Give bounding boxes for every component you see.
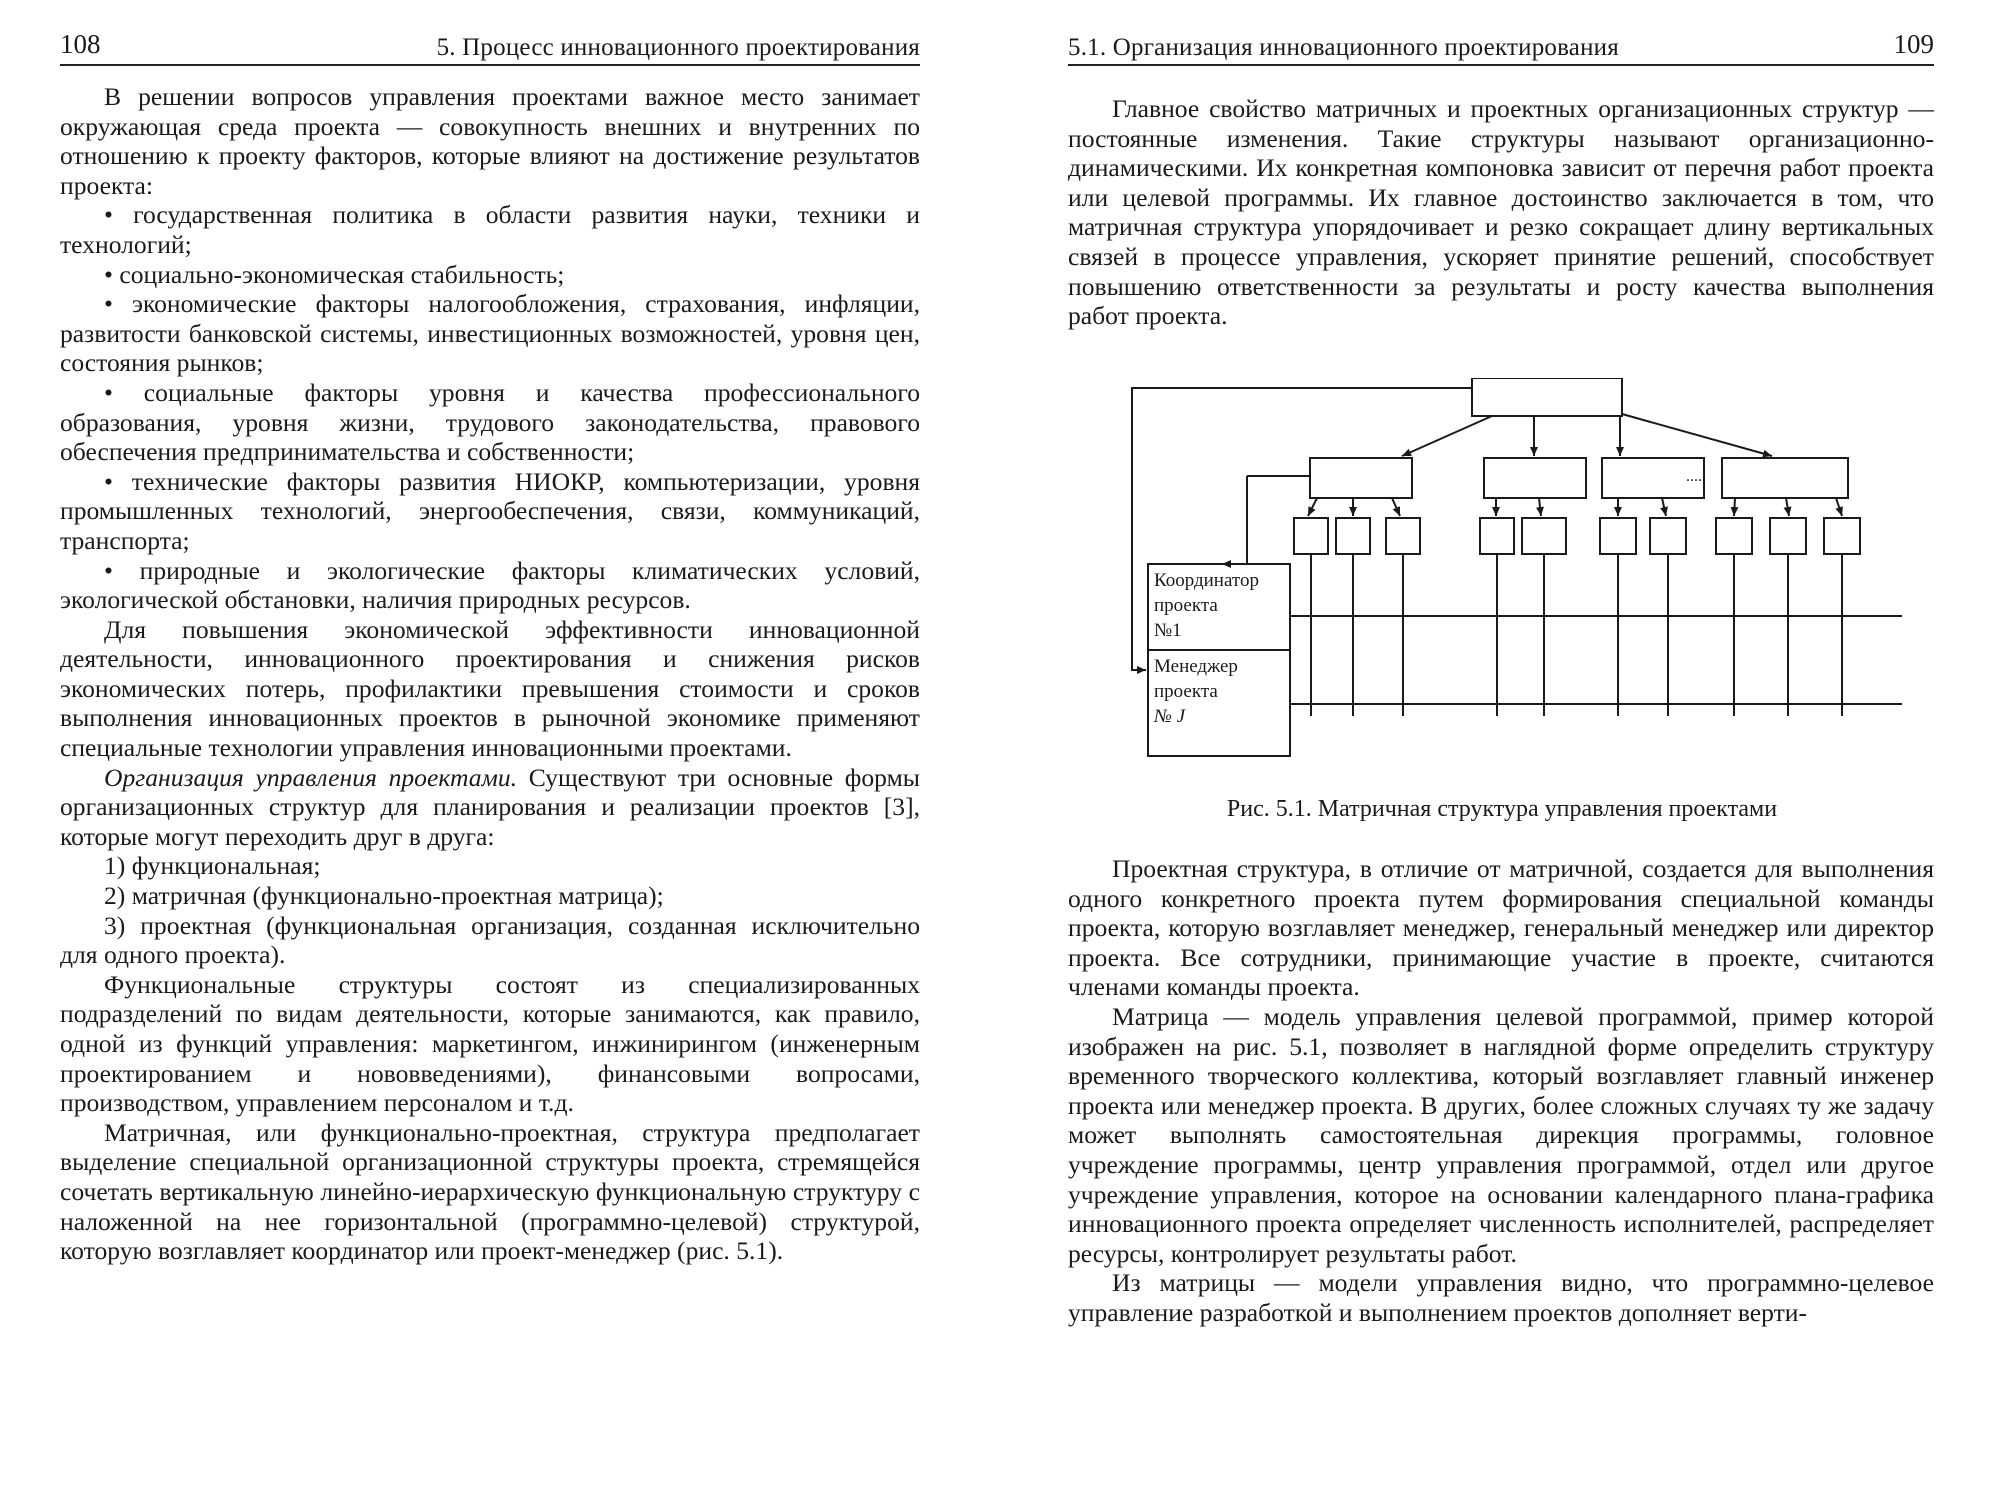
paragraph: Главное свойство матричных и проектных организационных структур — постоянные изменения. Такие структуры называют организационно-динамическими. Их конкретная компоновка зависит от перечня работ проекта или целевой программы. Их главное достоинство заключается в том, что матричная структура упорядочивает и резко сокращает длину вертикальных связей в процессе управления, ускоряет принятие решений, способствует повышению ответственности за результаты и росту качества выполнения работ проекта. [1068, 94, 1934, 331]
bullet-item: • технические факторы развития НИОКР, компьютеризации, уровня промышленных технологий, энергообеспечения, связи, коммуникаций, транспорта; [60, 466, 920, 555]
paragraph: Для повышения экономической эффективности инновационной деятельности, инновационного проектирования и снижения рисков экономических потерь, профилактики превышения стоимости и сроков выполнения инновационных проектов в рыночной экономике применяют специальные технологии управления инновационными проектами. [60, 614, 920, 763]
figure-caption: Рис. 5.1. Матричная структура управления проектами [1226, 796, 1778, 822]
right-page-body-bottom [1068, 854, 1934, 1328]
paragraph: Из матрицы — модели управления видно, что программно-целевое управление разработкой и выполнением проектов дополняет верти- [1068, 1268, 1934, 1327]
unit-box [1386, 518, 1420, 554]
arrow-l2-l3 [1836, 498, 1842, 516]
page-number-left: 108 [60, 29, 101, 59]
unit-box [1480, 518, 1514, 554]
arrow-l2-l3 [1539, 498, 1541, 516]
manager-line-1: Менеджер [1154, 656, 1238, 677]
manager-label [1154, 654, 1238, 729]
chapter-title-left: 5. Процесс инновационного проектирования [436, 34, 920, 61]
unit-box [1600, 518, 1636, 554]
arrow-top-to-l2-4 [1622, 414, 1772, 456]
coordinator-line-3: №1 [1154, 620, 1182, 641]
page-number-right: 109 [1893, 29, 1934, 59]
unit-box [1294, 518, 1328, 554]
unit-box [1336, 518, 1370, 554]
paragraph-org-text: Существуют три основные формы организационных структур для планирования и реализации проектов [3], которые могут переходить друг в друга: [60, 762, 920, 851]
running-header-left [60, 28, 920, 66]
dept-box-2 [1484, 458, 1586, 498]
paragraph: Проектная структура, в отличие от матричной, создается для выполнения одного конкретного проекта путем формирования специальной команды проекта, которую возглавляет менеджер, генеральный менеджер или директор проекта. Все сотрудники, принимающие участие в проекте, считаются членами команды проекта. [1068, 854, 1934, 1002]
unit-box [1716, 518, 1752, 554]
paragraph: Матрица — модель управления целевой программой, пример которой изображен на рис. 5.1, позволяет в наглядной форме определить структуру временного творческого коллектива, который возглавляет главный инженер проекта или менеджер проекта. В других, более сложных случаях ту же задачу может выполнять самостоятельная дирекция программы, головное учреждение программы, центр управления программой, отдел или другое учреждение управления, которое на основании календарного плана-графика инновационного проекта определяет численность исполнителей, распределяет ресурсы, контролирует результаты работ. [1068, 1001, 1934, 1268]
arrow-l2-l3 [1734, 498, 1735, 516]
italic-heading: Организация управления проектами. [104, 762, 518, 792]
arrow-l2-l3 [1392, 498, 1400, 516]
unit-box [1824, 518, 1860, 554]
top-management-box [1472, 378, 1622, 416]
coordinator-label [1154, 568, 1259, 643]
arrow-l2-l3 [1786, 498, 1789, 516]
paragraph: Функциональные структуры состоят из специализированных подразделений по видам деятельности, которые занимаются, как правило, одной из функций управления: маркетингом, инжинирингом (инженерным проектированием и нововведениями), финансовыми вопросами, производством, управлением персоналом и т.д. [60, 969, 920, 1118]
dept-box-1 [1310, 458, 1412, 498]
coordinator-line-2: проекта [1154, 595, 1218, 616]
matrix-structure-diagram [1072, 378, 1932, 822]
dept-box-4 [1722, 458, 1848, 498]
manager-line-3: № J [1154, 706, 1186, 727]
arrow-l2-l3 [1662, 498, 1666, 516]
left-page-body [60, 82, 920, 1266]
bullet-item: • государственная политика в области развития науки, техники и технологий; [60, 200, 920, 259]
unit-box [1650, 518, 1686, 554]
list-item: 1) функциональная; [104, 851, 321, 881]
coordinator-line-1: Координатор [1154, 570, 1259, 591]
list-item: 2) матричная (функционально-проектная матрица); [104, 881, 664, 911]
manager-line-2: проекта [1154, 681, 1218, 702]
right-page-body-top [1068, 94, 1934, 331]
bullet-item: • социально-экономическая стабильность; [104, 259, 565, 289]
unit-box [1770, 518, 1806, 554]
paragraph: Матричная, или функционально-проектная, структура предполагает выделение специальной организационной структуры проекта, стремящейся сочетать вертикальную линейно-иерархическую функциональную структуру с наложенной на нее горизонтальной (программно-целевой) структурой, которую возглавляет координатор или проект-менеджер (рис. 5.1). [60, 1117, 920, 1266]
arrow-l2-l3 [1308, 498, 1317, 516]
bullet-item: • природные и экологические факторы климатических условий, экологической обстановки, наличия природных ресурсов. [60, 555, 920, 615]
list-item: 3) проектная (функциональная организация, созданная исключительно для одного проекта). [60, 910, 920, 970]
bullet-item: • экономические факторы налогообложения, страхования, инфляции, развитости банковской системы, инвестиционных возможностей, уровня цен, состояния рынков; [60, 289, 920, 378]
paragraph: В решении вопросов управления проектами важное место занимает окружающая среда проекта — совокупность внешних и внутренних по отношению к проекту факторов, которые влияют на достижение результатов проекта: [60, 82, 920, 200]
chapter-title-right: 5.1. Организация инновационного проектирования [1068, 34, 1619, 61]
ellipsis-label: .... [1686, 468, 1702, 485]
paragraph-org [60, 763, 920, 852]
arrow-to-coordinator [1222, 476, 1247, 564]
unit-box [1522, 518, 1566, 554]
running-header-right [1068, 28, 1934, 66]
bullet-item: • социальные факторы уровня и качества профессионального образования, уровня жизни, трудового законодательства, правового обеспечения предпринимательства и собственности; [60, 377, 920, 467]
arrow-top-to-l2-1 [1402, 416, 1492, 456]
